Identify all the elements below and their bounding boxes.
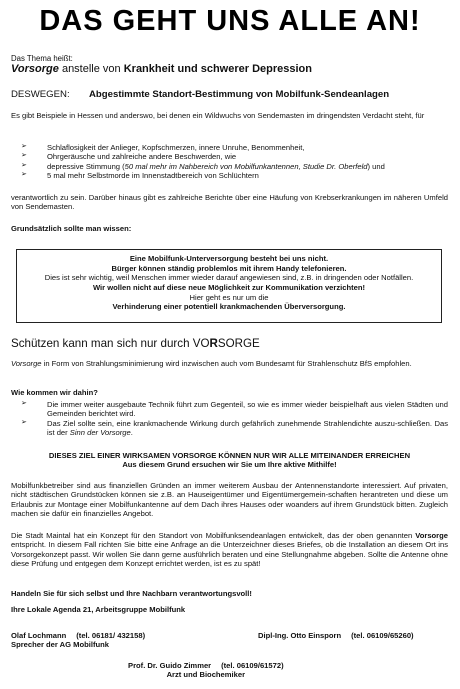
info-box-line: Bürger können ständig problemlos mit ihrem Handy telefonieren. — [111, 263, 347, 273]
info-box-line: Eine Mobilfunk-Unterversorgung besteht bei uns nicht. — [129, 254, 329, 263]
paragraph-examples: Es gibt Beispiele in Hessen und anderswo, bei denen ein Wildwuchs von Sendemasten im dringendsten Verdacht steht, für — [11, 111, 425, 120]
topic-connector: anstelle von — [58, 63, 124, 75]
arrow-bullet-icon: ➢ — [21, 418, 27, 426]
symptom-list — [11, 143, 448, 180]
signatory-lochmann: Olaf Lochmann (tel. 06181/ 432158) Sprecher der AG Mobilfunk — [11, 631, 146, 650]
section-heading-protection: Schützen kann man sich nur durch VORSORGE — [11, 337, 260, 350]
approach-list — [11, 400, 448, 437]
arrow-bullet-icon: ➢ — [21, 170, 27, 178]
phone-number: (tel. 06109/61572) — [221, 661, 284, 670]
list-item: ➢ Ohrgeräusche und zahlreiche andere Beschwerden, wie — [21, 152, 237, 162]
phone-number: (tel. 06181/ 432158) — [76, 631, 146, 640]
page-title: DAS GEHT UNS ALLE AN! — [39, 5, 421, 37]
signature-group: Ihre Lokale Agenda 21, Arbeitsgruppe Mobilfunk — [11, 605, 186, 614]
arrow-bullet-icon: ➢ — [21, 143, 27, 150]
deswegen-line — [11, 89, 448, 101]
signatory-zimmer: Prof. Dr. Guido Zimmer (tel. 06109/61572) Arzt und Biochemiker — [128, 661, 284, 680]
deswegen-text: Abgestimmte Standort-Bestimmung von Mobilfunk-Sendeanlagen — [89, 89, 390, 100]
topic-line — [11, 63, 448, 76]
paragraph-vorsorge: Vorsorge in Form von Strahlungsminimierung wird inzwischen auch vom Bundesamt für Strahlenschutz BfS empfohlen. — [11, 359, 412, 368]
info-box-line: Wir wollen nicht auf diese neue Möglichkeit zur Kommunikation verzichten! — [92, 282, 366, 292]
arrow-bullet-icon: ➢ — [21, 152, 27, 160]
call-to-action: Handeln Sie für sich selbst und Ihre Nachbarn verantwortungsvoll! — [11, 589, 252, 598]
list-item: ➢ depressive Stimmung (50 mal mehr im Nahbereich von Mobilfunkantennen, Studie Dr. Oberfeld) und — [21, 161, 385, 171]
topic-rest: Krankheit und schwerer Depression — [123, 63, 312, 75]
list-item: ➢ Schlaflosigkeit der Anlieger, Kopfschmerzen, innere Unruhe, Benommenheit, — [21, 143, 305, 152]
phone-number: (tel. 06109/65260) — [351, 631, 414, 640]
deswegen-label: DESWEGEN: — [11, 89, 70, 100]
paragraph-maintal-concept: Die Stadt Maintal hat ein Konzept für den Standort von Mobilfunksendeanlagen entwickelt, das der oben genannten Vorsorge entspricht. In diesem Fall richten Sie bitte eine Anfrage an die Unterzeichner dieses Briefes, ob die Installation an diesem Ort ins Vorsorgekonzept passt. Wir wollen Sie dann gerne ausführlich beraten und eine Stellungnahme abgeben. Sollte die Antenne ohne diese Prüfung und entgegen dem Konzept errichtet werden, ist es zu spät! — [11, 531, 448, 568]
goal-statement: DIESES ZIEL EINER WIRKSAMEN VORSORGE KÖNNEN NUR WIR ALLE MITEINANDER ERREICHEN Aus diesem Grund ersuchen wir Sie um Ihre aktive Mithilfe! — [48, 451, 411, 470]
arrow-bullet-icon: ➢ — [21, 161, 27, 169]
topic-keyword: Vorsorge — [11, 63, 59, 75]
paragraph-responsible: verantwortlich zu sein. Darüber hinaus gibt es zahlreiche Berichte über eine Häufung von Krebserkrankungen im näheren Umfeld von Sendemasten. — [11, 193, 448, 212]
list-item: ➢ Das Ziel sollte sein, eine krankmachende Wirkung durch gefährlich zunehmende Strahlendichte auszu-schließen. Das ist der Sinn der Vorsorge. — [21, 418, 448, 437]
info-box-line: Dies ist sehr wichtig, weil Menschen immer wieder darauf angewiesen sind, z.B. in dringenden oder Notfällen. — [44, 273, 414, 283]
section-heading-basics: Grundsätzlich sollte man wissen: — [11, 224, 132, 233]
signatory-einsporn: Dipl-Ing. Otto Einsporn (tel. 06109/65260) — [258, 631, 414, 640]
info-box — [16, 249, 442, 323]
list-item: ➢ 5 mal mehr Selbstmorde im Innenstadtbereich von Schlüchtern — [21, 170, 259, 180]
info-box-line: Verhinderung einer potentiell krankmachenden Überversorgung. — [112, 302, 346, 312]
intro-line: Das Thema heißt: — [11, 54, 73, 63]
arrow-bullet-icon: ➢ — [21, 400, 27, 407]
info-box-line: Hier geht es nur um die — [189, 292, 269, 302]
paragraph-operators: Mobilfunkbetreiber sind aus finanziellen Gründen an immer weiterem Ausbau der Antennenstandorte interessiert. Auf privaten, nicht städtischen Grundstücken können sie z.B. an Hauseigentümer und Eigentümergemein-schaften herantreten und diese um Erlaubnis zur Montage einer Mobilfunkantenne auf dem Dach ihres Hauses oder woanders auf ihrem Grundstück bitten. Zugleich machen sie dafür ein finanzielles Angebot. — [11, 481, 448, 518]
section-heading-how: Wie kommen wir dahin? — [11, 388, 98, 397]
list-item: ➢ Die immer weiter ausgebaute Technik führt zum Gegenteil, so wie es immer wieder beispielhaft aus vielen Städten und Gemeinden berichtet wird. — [21, 400, 448, 419]
